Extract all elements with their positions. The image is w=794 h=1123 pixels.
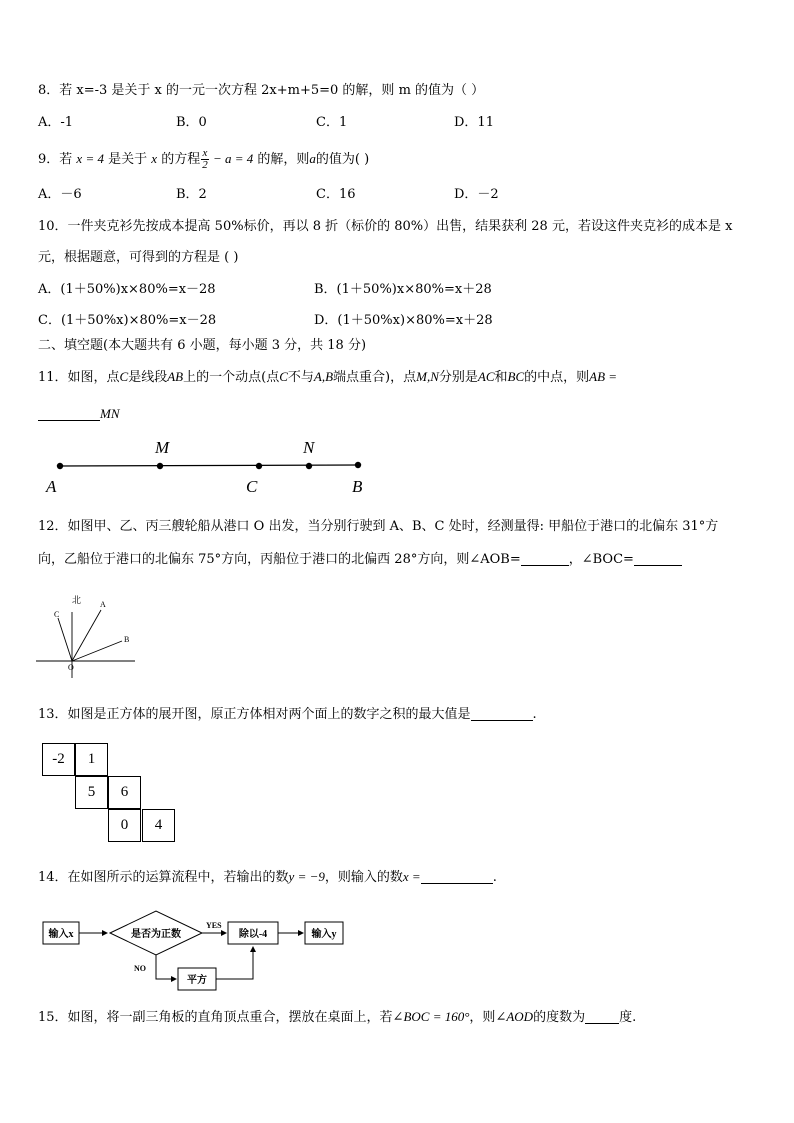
q8-stem: 8．若 x=-3 是关于 x 的一元一次方程 2x+m+5=0 的解，则 m 的值为（ ） [38, 83, 485, 98]
q12-text: ，∠BOC= [568, 552, 634, 567]
q15-text: 15．如图，将一副三角板的直角顶点重合，摆放在桌面上，若 [38, 1010, 393, 1025]
q13-tail: . [532, 707, 537, 722]
q14-tail: . [492, 870, 497, 885]
point-m [157, 463, 163, 469]
q10-stem-line1: 10．一件夹克衫先按成本提高 50%标价，再以 8 折（标价的 80%）出售，结果获利 28 元，若设这件夹克衫的成本是 x [38, 219, 733, 234]
q10-option-d: D．(1＋50%x)×80%=x＋28 [314, 313, 493, 328]
section-heading: 二、填空题(本大题共有 6 小题，每小题 3 分，共 18 分) [38, 338, 367, 353]
q15-angle-aod: ∠AOD [495, 1009, 534, 1024]
q11-text: 的中点，则 [524, 370, 590, 385]
q12-stem-line1: 12．如图甲、乙、丙三艘轮船从港口 O 出发，当分别行驶到 A、B、C 处时，经测量得: 甲船位于港口的北偏东 31°方 [38, 519, 719, 534]
flow-square-label: 平方 [187, 975, 207, 986]
q11-var: C [119, 369, 129, 384]
q9-text: 的值为( ) [315, 152, 370, 167]
q11-segment-diagram [0, 430, 794, 500]
answer-blank[interactable] [421, 869, 493, 884]
flow-divide-label: 除以-4 [238, 929, 268, 940]
q11-var: M,N [416, 369, 439, 384]
q15-tail: 度. [619, 1010, 637, 1025]
flow-input-label: 输入x [48, 929, 74, 940]
label-a: A [46, 477, 57, 496]
q11-answer-line [38, 405, 120, 424]
label-b: B [124, 635, 130, 644]
q11-text: 分别是 [438, 370, 478, 385]
q9-text: 的方程 [161, 152, 201, 167]
q8-option-c: C．1 [316, 115, 348, 130]
q12-text: 向，乙船位于港口的北偏东 75°方向，丙船位于港口的北偏西 28°方向，则∠AOB= [38, 552, 521, 567]
label-n: N [303, 438, 315, 457]
net-cell: 5 [75, 776, 108, 809]
q15-angle-boc: ∠BOC = 160° [392, 1009, 470, 1024]
q14-text: 14．在如图所示的运算流程中，若输出的数 [38, 870, 289, 885]
q9-eq: = 4 [82, 151, 104, 166]
q9-option-b: B．2 [176, 187, 207, 202]
q9-option-d: D．－2 [454, 187, 499, 202]
fraction-numerator: x [202, 147, 208, 159]
point-b [355, 462, 361, 468]
q8-option-d: D．11 [454, 115, 494, 130]
q10-stem-line2: 元，根据题意，可得到的方程是 ( ) [38, 250, 239, 265]
net-cell: 4 [142, 809, 175, 842]
ray-oc [58, 618, 72, 661]
q11-text: 端点重合)，点 [333, 370, 417, 385]
answer-blank[interactable] [38, 406, 100, 421]
q9-var-x: x [76, 151, 83, 166]
fraction-denominator: 2 [202, 159, 208, 171]
q14-var-x: x = [402, 869, 421, 884]
q11-var: AB [167, 369, 184, 384]
q11-var: AB = [589, 369, 618, 384]
q11-text: 不与 [287, 370, 314, 385]
q15-stem [38, 1008, 636, 1027]
q13-text: 13．如图是正方体的展开图，原正方体相对两个面上的数字之积的最大值是 [38, 707, 471, 722]
ray-ob [72, 641, 122, 661]
flow-arrow-no [156, 955, 176, 979]
flow-output-label: 输入y [311, 929, 337, 940]
q14-stem [38, 868, 497, 887]
flow-no-label: NO [134, 964, 146, 973]
q14-text: ，则输入的数 [324, 870, 403, 885]
q9-text: 9．若 [38, 152, 73, 167]
label-c: C [246, 477, 258, 496]
label-north: 北 [72, 595, 82, 605]
point-c [256, 463, 262, 469]
q9-var-a: a [309, 151, 316, 166]
q11-text: 11．如图，点 [38, 370, 120, 385]
q9-var-x: x [151, 151, 158, 166]
label-a: A [100, 600, 106, 609]
label-c: C [54, 610, 60, 619]
q12-direction-diagram [30, 590, 150, 680]
ray-oa [72, 610, 101, 661]
label-b: B [352, 477, 363, 496]
flow-arrow-loop [216, 947, 253, 979]
label-o: O [68, 663, 74, 672]
q9-option-a: A．－6 [38, 187, 82, 202]
q15-text: 的度数为 [533, 1010, 586, 1025]
net-cell: 1 [75, 743, 108, 776]
q11-var: C [279, 369, 288, 384]
q9-fraction [201, 148, 209, 171]
q15-text: ，则 [469, 1010, 496, 1025]
q11-var: A,B [313, 369, 334, 384]
q13-stem [38, 706, 537, 724]
answer-blank-aob[interactable] [521, 551, 569, 566]
q14-var-y: y = −9 [288, 869, 325, 884]
answer-blank[interactable] [585, 1009, 619, 1024]
q11-var: AC [477, 369, 495, 384]
q11-text: 是线段 [128, 370, 168, 385]
q11-text: 和 [494, 370, 508, 385]
q9-option-c: C．16 [316, 187, 356, 202]
flow-yes-label: YES [206, 921, 222, 930]
net-cell: 0 [108, 809, 141, 842]
flow-decision-label: 是否为正数 [131, 929, 181, 940]
q11-var: BC [507, 369, 525, 384]
net-cell: 6 [108, 776, 141, 809]
point-a [57, 463, 63, 469]
q9-text: 是关于 [108, 152, 148, 167]
answer-blank-boc[interactable] [634, 551, 682, 566]
q10-option-b: B．(1＋50%)x×80%=x＋28 [314, 282, 492, 297]
q10-option-a: A．(1＋50%)x×80%=x－28 [38, 282, 216, 297]
segment-line [60, 465, 358, 466]
q11-tail: MN [100, 406, 120, 421]
q11-stem [38, 368, 617, 387]
q10-option-c: C．(1＋50%x)×80%=x－28 [38, 313, 217, 328]
q12-stem-line2 [38, 551, 682, 569]
label-m: M [155, 438, 170, 457]
q9-stem [38, 148, 369, 171]
q9-eq-tail: − a = 4 [209, 151, 254, 166]
q8-option-b: B．0 [176, 115, 207, 130]
point-n [306, 463, 312, 469]
q9-text: 的解，则 [257, 152, 310, 167]
q8-option-a: A．-1 [38, 115, 74, 130]
net-cell: -2 [42, 743, 75, 776]
answer-blank[interactable] [471, 706, 533, 721]
q14-flowchart [38, 905, 358, 995]
q11-text: 上的一个动点(点 [183, 370, 280, 385]
